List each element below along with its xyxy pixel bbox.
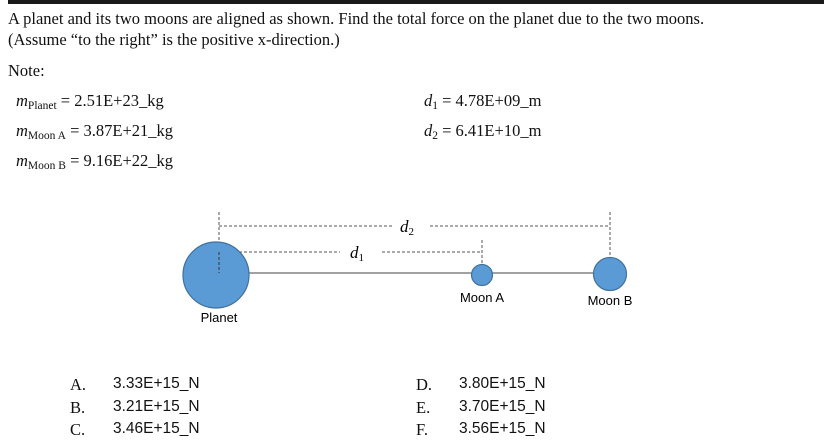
m-moon-b-value: = 9.16E+22_kg [70,151,174,170]
m-moon-a-subscript: Moon A [27,130,66,142]
moon-a-label: Moon A [459,290,505,305]
question-line-2: (Assume “to the right” is the positive x-direction.) [8,30,340,49]
m-planet-symbol: m [16,91,28,110]
moon-b-label: Moon B [587,293,633,308]
choice-f-letter: F. [416,420,428,439]
moon-b-circle [594,258,627,291]
d2-diagram-label: d2 [400,217,414,238]
choice-a-value[interactable]: 3.33E+15_N [113,375,200,392]
d1-subscript: 1 [432,100,438,112]
d2-symbol: d [424,121,433,140]
m-moon-a-symbol: m [16,121,28,140]
question-line-1: A planet and its two moons are aligned as shown. Find the total force on the planet due to the two moons. [8,9,705,28]
d1-diagram-label: d1 [350,243,364,264]
choice-d-letter: D. [416,375,433,394]
choice-c-value[interactable]: 3.46E+15_N [113,420,200,437]
d1-symbol: d [424,91,433,110]
d2-subscript: 2 [432,130,438,142]
d2-value: = 6.41E+10_m [442,121,542,140]
choice-c-letter: C. [70,420,86,439]
choice-f-value[interactable]: 3.56E+15_N [459,420,546,437]
dimension-lines [219,212,610,273]
choice-b-value[interactable]: 3.21E+15_N [113,398,200,415]
m-planet-subscript: Planet [27,100,57,112]
choice-a-letter: A. [70,375,87,394]
choice-e-value[interactable]: 3.70E+15_N [459,398,546,415]
moon-a-circle [472,265,493,286]
choice-e-letter: E. [416,398,431,417]
m-moon-b-subscript: Moon B [27,160,66,172]
choice-d-value[interactable]: 3.80E+15_N [459,375,546,392]
m-planet-value: = 2.51E+23_kg [60,91,164,110]
m-moon-a-value: = 3.87E+21_kg [70,121,174,140]
choice-b-letter: B. [70,398,86,417]
note-label: Note: [8,61,45,80]
m-moon-b-symbol: m [16,151,28,170]
planet-label: Planet [200,310,238,325]
planet-circle [183,242,249,308]
d1-value: = 4.78E+09_m [442,91,542,110]
